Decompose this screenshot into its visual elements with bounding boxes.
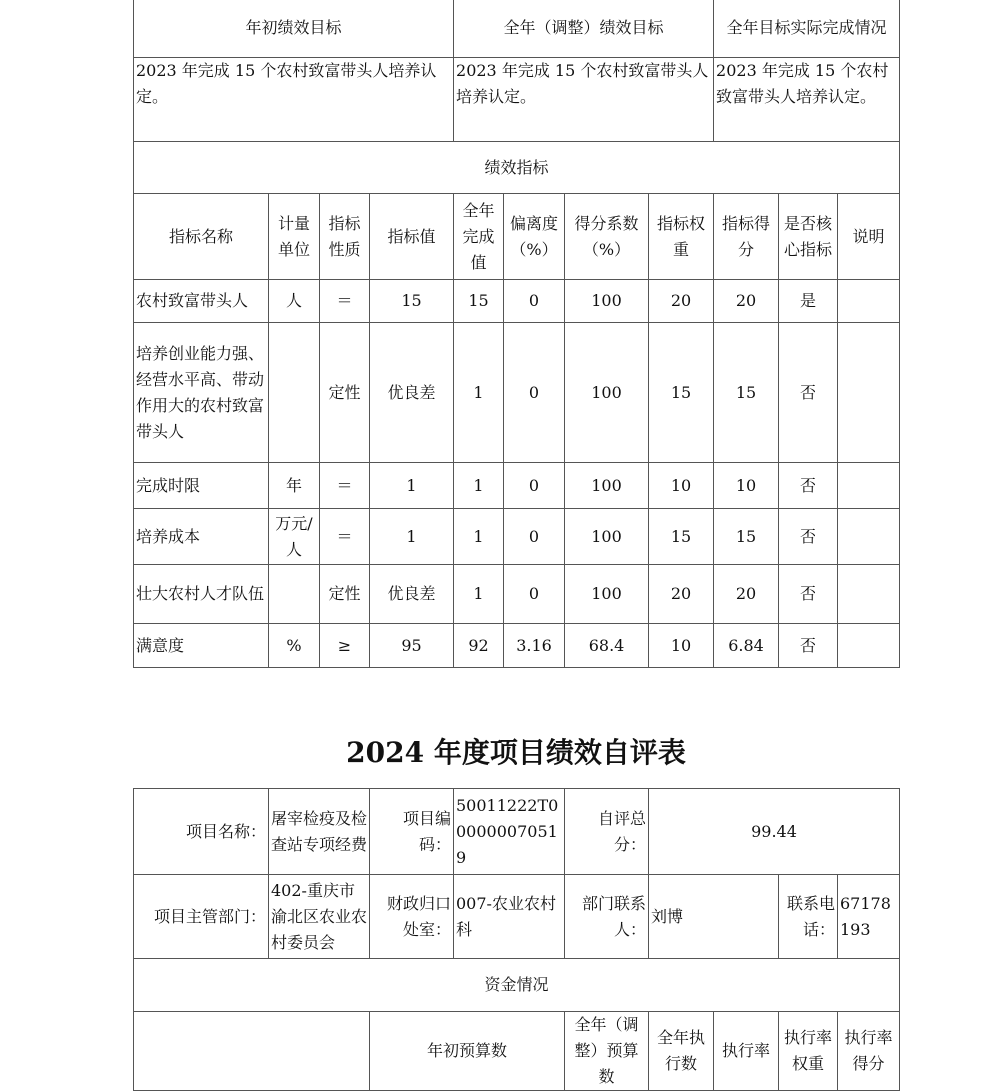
weight: 20: [649, 280, 714, 323]
indicator-name: 培养成本: [134, 509, 269, 565]
indicator-name: 农村致富带头人: [134, 280, 269, 323]
goal-header-actual: 全年目标实际完成情况: [714, 0, 900, 58]
dept-label: 项目主管部门：: [134, 875, 269, 959]
column-header: 全年完成值: [454, 194, 504, 280]
is-core: 否: [779, 565, 838, 624]
deviation: 0: [504, 463, 565, 509]
funds-column-header: 全年执行数: [649, 1012, 714, 1091]
is-core: 否: [779, 624, 838, 668]
weight: 15: [649, 509, 714, 565]
column-header: 得分系数（%）: [565, 194, 649, 280]
completed-value: 15: [454, 280, 504, 323]
column-header: 计量单位: [269, 194, 320, 280]
project-evaluation-table: [133, 788, 900, 1091]
table-row: [134, 624, 900, 668]
funds-column-header: 执行率: [714, 1012, 779, 1091]
goal-header-initial: 年初绩效目标: [134, 0, 454, 58]
completed-value: 1: [454, 463, 504, 509]
is-core: 是: [779, 280, 838, 323]
column-header: 是否核心指标: [779, 194, 838, 280]
column-header: 指标名称: [134, 194, 269, 280]
finance-office: 007-农业农村科: [454, 875, 565, 959]
score-coefficient: 68.4: [565, 624, 649, 668]
unit: %: [269, 624, 320, 668]
completed-value: 1: [454, 509, 504, 565]
funds-column-header: [134, 1012, 370, 1091]
dept: 402-重庆市渝北区农业农村委员会: [269, 875, 370, 959]
score-coefficient: 100: [565, 280, 649, 323]
column-header: 指标得分: [714, 194, 779, 280]
score-coefficient: 100: [565, 509, 649, 565]
column-header: 指标性质: [320, 194, 370, 280]
funds-column-header: 年初预算数: [370, 1012, 565, 1091]
remark: [838, 509, 900, 565]
score-coefficient: 100: [565, 323, 649, 463]
nature: ≥: [320, 624, 370, 668]
column-header: 指标值: [370, 194, 454, 280]
is-core: 否: [779, 509, 838, 565]
indicators-section-title: 绩效指标: [134, 142, 900, 194]
target-value: 95: [370, 624, 454, 668]
remark: [838, 463, 900, 509]
table-row: [134, 565, 900, 624]
nature: ＝: [320, 463, 370, 509]
project-name: 屠宰检疫及检查站专项经费: [269, 789, 370, 875]
table-row: [134, 280, 900, 323]
deviation: 3.16: [504, 624, 565, 668]
target-value: 优良差: [370, 565, 454, 624]
score: 6.84: [714, 624, 779, 668]
table-row: [134, 323, 900, 463]
nature: 定性: [320, 323, 370, 463]
remark: [838, 323, 900, 463]
nature: 定性: [320, 565, 370, 624]
indicator-name: 壮大农村人才队伍: [134, 565, 269, 624]
is-core: 否: [779, 323, 838, 463]
weight: 15: [649, 323, 714, 463]
goal-actual: 2023 年完成 15 个农村致富带头人培养认定。: [714, 58, 900, 142]
score: 15: [714, 509, 779, 565]
performance-goals-table: [133, 0, 900, 668]
remark: [838, 565, 900, 624]
target-value: 优良差: [370, 323, 454, 463]
score-coefficient: 100: [565, 565, 649, 624]
goal-adjusted: 2023 年完成 15 个农村致富带头人培养认定。: [454, 58, 714, 142]
page-title: 2024 年度项目绩效自评表: [346, 736, 686, 769]
unit: 年: [269, 463, 320, 509]
remark: [838, 280, 900, 323]
target-value: 1: [370, 509, 454, 565]
is-core: 否: [779, 463, 838, 509]
unit: [269, 565, 320, 624]
funds-column-header: 执行率得分: [838, 1012, 900, 1091]
weight: 20: [649, 565, 714, 624]
indicator-name: 培养创业能力强、经营水平高、带动作用大的农村致富带头人: [134, 323, 269, 463]
column-header: 指标权重: [649, 194, 714, 280]
completed-value: 92: [454, 624, 504, 668]
nature: ＝: [320, 509, 370, 565]
completed-value: 1: [454, 565, 504, 624]
funds-column-header: 执行率权重: [779, 1012, 838, 1091]
score-label: 自评总分：: [565, 789, 649, 875]
phone: 67178193: [838, 875, 900, 959]
score: 10: [714, 463, 779, 509]
funds-column-header: 全年（调整）预算数: [565, 1012, 649, 1091]
goal-header-adjusted: 全年（调整）绩效目标: [454, 0, 714, 58]
score-coefficient: 100: [565, 463, 649, 509]
unit: 万元/人: [269, 509, 320, 565]
target-value: 15: [370, 280, 454, 323]
contact-label: 部门联系人：: [565, 875, 649, 959]
deviation: 0: [504, 509, 565, 565]
funds-section-title: 资金情况: [134, 959, 900, 1012]
score: 15: [714, 323, 779, 463]
column-header: 偏离度（%）: [504, 194, 565, 280]
finance-label: 财政归口处室：: [370, 875, 454, 959]
score: 20: [714, 280, 779, 323]
nature: ＝: [320, 280, 370, 323]
self-evaluation-score: 99.44: [649, 789, 900, 875]
goal-initial: 2023 年完成 15 个农村致富带头人培养认定。: [134, 58, 454, 142]
project-code-label: 项目编码：: [370, 789, 454, 875]
deviation: 0: [504, 565, 565, 624]
completed-value: 1: [454, 323, 504, 463]
remark: [838, 624, 900, 668]
weight: 10: [649, 624, 714, 668]
table-row: [134, 463, 900, 509]
unit: [269, 323, 320, 463]
project-code: 500112​22T000000070519: [454, 789, 565, 875]
score: 20: [714, 565, 779, 624]
deviation: 0: [504, 280, 565, 323]
column-header: 说明: [838, 194, 900, 280]
deviation: 0: [504, 323, 565, 463]
project-name-label: 项目名称：: [134, 789, 269, 875]
table-row: [134, 509, 900, 565]
indicator-name: 满意度: [134, 624, 269, 668]
unit: 人: [269, 280, 320, 323]
weight: 10: [649, 463, 714, 509]
phone-label: 联系电话：: [779, 875, 838, 959]
contact-person: 刘博: [649, 875, 779, 959]
indicator-name: 完成时限: [134, 463, 269, 509]
target-value: 1: [370, 463, 454, 509]
